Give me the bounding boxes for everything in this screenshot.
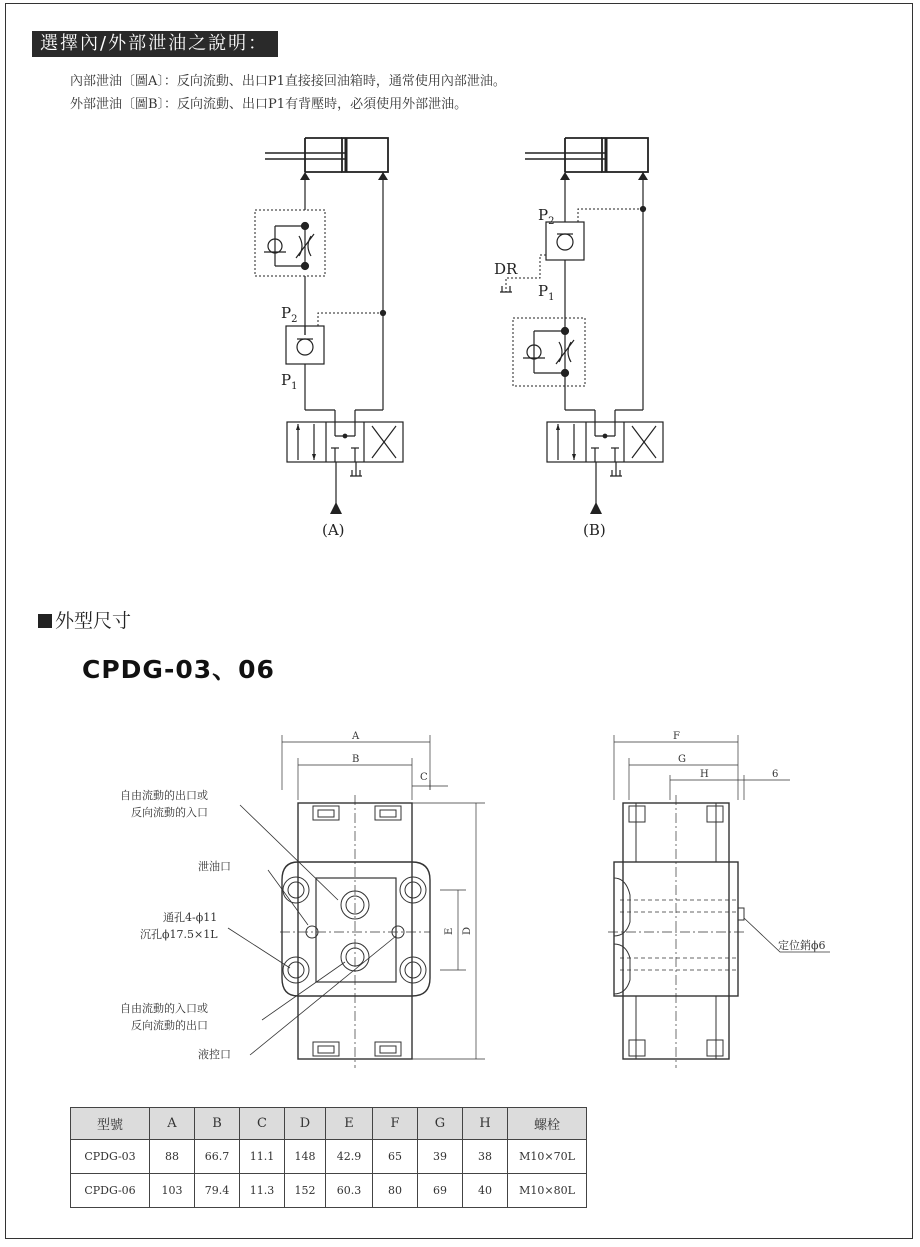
col-bolt: 螺栓	[508, 1108, 587, 1140]
dimension-drawing	[0, 700, 920, 1100]
label-dr: DR	[494, 260, 518, 278]
dim-d-label: D	[462, 926, 473, 935]
dimension-table	[70, 1107, 587, 1208]
col-a: A	[150, 1108, 195, 1140]
col-d: D	[285, 1108, 326, 1140]
cell-a: 103	[150, 1174, 195, 1208]
cell-e: 60.3	[326, 1174, 373, 1208]
cell-f: 80	[373, 1174, 418, 1208]
cell-model: CPDG-03	[71, 1140, 150, 1174]
dim-6-label: 6	[772, 769, 779, 780]
dim-a-label: A	[352, 731, 360, 742]
col-b: B	[195, 1108, 240, 1140]
cell-d: 148	[285, 1140, 326, 1174]
dim-h-label: H	[700, 769, 709, 780]
dim-e-label: E	[444, 927, 455, 935]
col-c: C	[240, 1108, 285, 1140]
model-title: CPDG-03、06	[82, 655, 275, 684]
col-h: H	[463, 1108, 508, 1140]
col-f: F	[373, 1108, 418, 1140]
front-view	[228, 735, 485, 1068]
section-title: 選擇內/外部泄油之說明：	[32, 31, 278, 57]
cell-g: 39	[418, 1140, 463, 1174]
cell-a: 88	[150, 1140, 195, 1174]
cell-bolt: M10×80L	[508, 1174, 587, 1208]
label-p2-b: $P_2$	[538, 206, 555, 227]
cell-h: 40	[463, 1174, 508, 1208]
dim-b-label: B	[352, 754, 360, 765]
circuit-diagram-a	[255, 138, 403, 514]
cell-e: 42.9	[326, 1140, 373, 1174]
caption-b: (B)	[583, 521, 606, 539]
cell-c: 11.1	[240, 1140, 285, 1174]
internal-drain-description: 內部泄油〔圖A〕：反向流動、出口P1直接接回油箱時，通常使用內部泄油。	[70, 74, 506, 89]
callout-inlet-line2: 反向流動的出口	[131, 1019, 208, 1032]
col-model: 型號	[71, 1108, 150, 1140]
cell-d: 152	[285, 1174, 326, 1208]
col-g: G	[418, 1108, 463, 1140]
col-e: E	[326, 1108, 373, 1140]
cell-bolt: M10×70L	[508, 1140, 587, 1174]
callout-outlet-line1: 自由流動的出口或	[120, 789, 208, 802]
side-view	[608, 735, 830, 1068]
cell-b: 79.4	[195, 1174, 240, 1208]
label-p1-a: $P_1$	[281, 371, 298, 392]
circuit-diagrams	[0, 0, 920, 560]
dim-f-label: F	[673, 731, 680, 742]
cell-model: CPDG-06	[71, 1174, 150, 1208]
dimensions-heading: 外型尺寸	[38, 606, 131, 633]
cell-g: 69	[418, 1174, 463, 1208]
callout-pilot-port: 液控口	[198, 1048, 231, 1061]
table-row	[71, 1140, 587, 1174]
dim-g-label: G	[678, 754, 686, 765]
callout-inlet-line1: 自由流動的入口或	[120, 1002, 208, 1015]
cell-b: 66.7	[195, 1140, 240, 1174]
caption-a: (A)	[322, 521, 345, 539]
cell-h: 38	[463, 1140, 508, 1174]
cell-c: 11.3	[240, 1174, 285, 1208]
table-header-row	[71, 1108, 587, 1140]
callout-counterbore: 沉孔ϕ17.5×1L	[140, 928, 218, 941]
label-p1-b: $P_1$	[538, 282, 555, 303]
circuit-diagram-b	[500, 138, 663, 514]
square-bullet-icon	[38, 614, 52, 628]
callout-outlet-line2: 反向流動的入口	[131, 806, 208, 819]
label-p2-a: $P_2$	[281, 304, 298, 325]
external-drain-description: 外部泄油〔圖B〕：反向流動、出口P1有背壓時，必須使用外部泄油。	[70, 97, 468, 112]
table-row	[71, 1174, 587, 1208]
callout-locating-pin: 定位銷ϕ6	[778, 939, 826, 952]
callout-through-hole: 通孔4-ϕ11	[163, 911, 218, 924]
callout-drain-port: 泄油口	[198, 860, 231, 873]
dim-c-label: C	[420, 772, 428, 783]
cell-f: 65	[373, 1140, 418, 1174]
